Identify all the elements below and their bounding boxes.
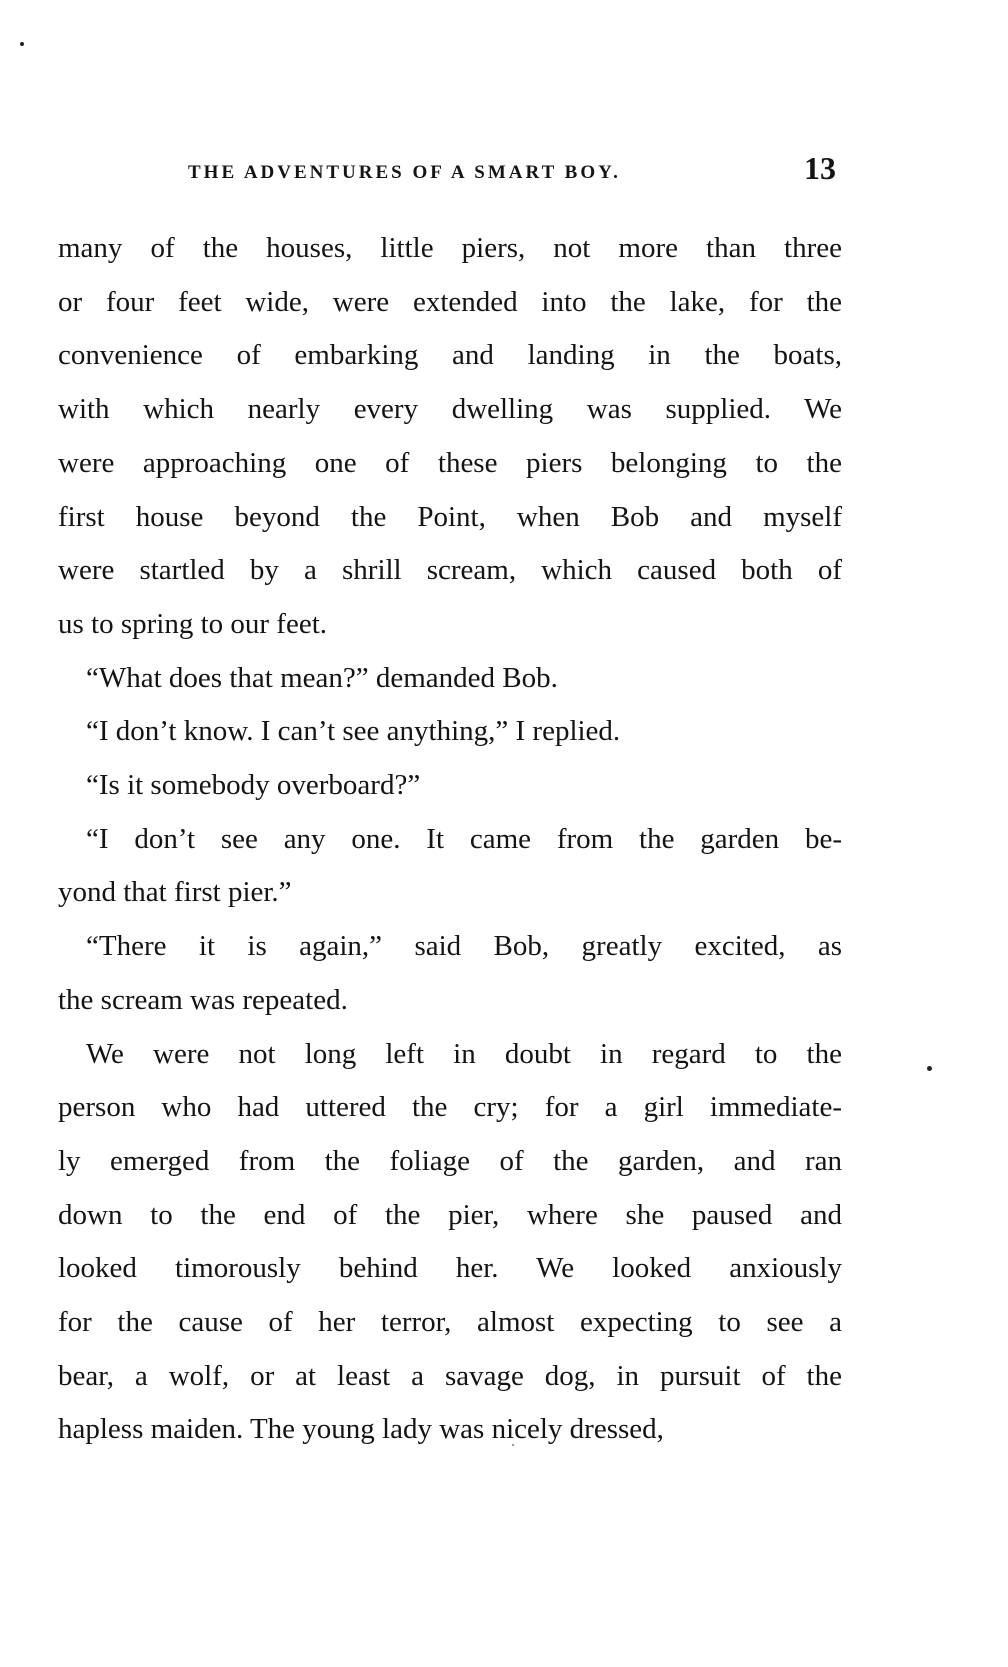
ink-speck xyxy=(20,42,24,46)
text-line: “There it is again,” said Bob, greatly excited, as xyxy=(86,930,842,963)
text-line: “I don’t see any one. It came from the garden be- xyxy=(86,822,842,855)
text-line: down to the end of the pier, where she paused and xyxy=(58,1198,842,1231)
text-line: yond that first pier.” xyxy=(58,876,292,909)
paragraph xyxy=(58,813,842,920)
running-title: THE ADVENTURES OF A SMART BOY. xyxy=(188,162,621,183)
text-line: were approaching one of these piers belonging to the xyxy=(58,446,842,479)
text-line: “What does that mean?” demanded Bob. xyxy=(86,661,558,694)
text-line: us to spring to our feet. xyxy=(58,607,328,640)
body-text xyxy=(58,222,842,1457)
paragraph xyxy=(58,759,842,813)
text-line: with which nearly every dwelling was supplied. We xyxy=(58,393,842,426)
paragraph xyxy=(58,652,842,706)
text-line: the scream was repeated. xyxy=(58,983,348,1016)
text-line: “Is it somebody overboard?” xyxy=(86,769,421,802)
text-line: convenience of embarking and landing in the boats, xyxy=(58,339,842,372)
paragraph xyxy=(58,222,842,652)
text-line: first house beyond the Point, when Bob and myself xyxy=(58,500,842,533)
text-line: “I don’t know. I can’t see anything,” I replied. xyxy=(86,715,621,748)
text-line: ly emerged from the foliage of the garden, and ran xyxy=(58,1144,842,1177)
text-line: for the cause of her terror, almost expecting to see a xyxy=(58,1306,842,1339)
page-header xyxy=(58,150,842,190)
text-line: or four feet wide, were extended into the lake, for the xyxy=(58,285,842,318)
ink-speck xyxy=(927,1066,932,1071)
text-line: bear, a wolf, or at least a savage dog, in pursuit of the xyxy=(58,1359,842,1392)
text-line: looked timorously behind her. We looked anxiously xyxy=(58,1252,842,1285)
text-line: We were not long left in doubt in regard to the xyxy=(86,1037,842,1070)
text-line: hapless maiden. The young lady was nicely dressed, xyxy=(58,1413,664,1446)
paragraph xyxy=(58,705,842,759)
text-line: were startled by a shrill scream, which caused both of xyxy=(58,554,842,587)
paragraph xyxy=(58,1028,842,1458)
text-line: many of the houses, little piers, not more than three xyxy=(58,232,842,264)
paragraph xyxy=(58,920,842,1027)
page-number: 13 xyxy=(804,150,836,186)
text-line: person who had uttered the cry; for a girl immediate- xyxy=(58,1091,842,1124)
